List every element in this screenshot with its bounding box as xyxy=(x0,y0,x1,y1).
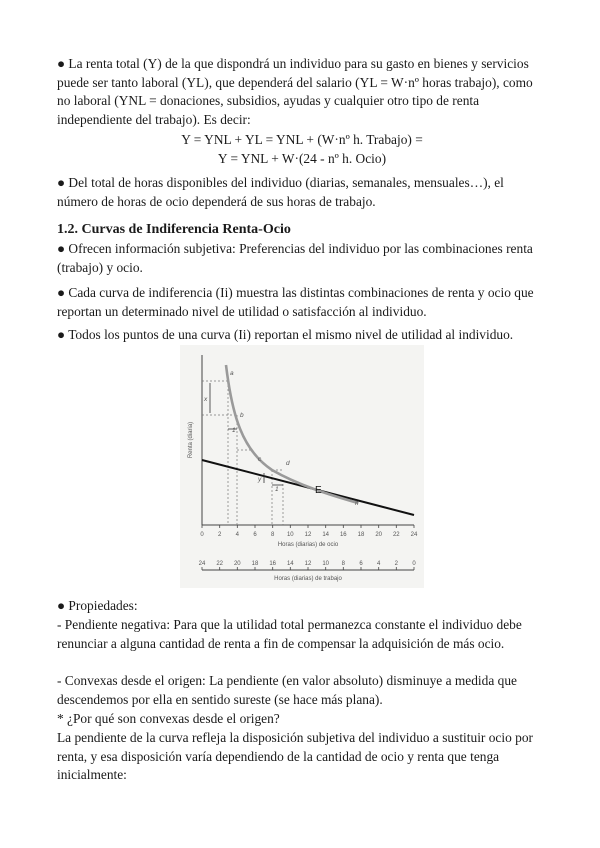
trabajo-tick-label: 6 xyxy=(359,561,363,567)
trabajo-tick-label: 16 xyxy=(269,561,277,567)
ocio-tick-label: 18 xyxy=(357,532,365,538)
x-axis-label-trabajo: Horas (diarias) de trabajo xyxy=(274,576,342,582)
trabajo-tick-label: 2 xyxy=(394,561,398,567)
point-label-a: a xyxy=(230,370,234,377)
y-axis-label: Renta (diaria) xyxy=(188,421,194,459)
paragraph-horas-disponibles: ● Del total de horas disponibles del individuo (diarias, semanales, mensuales…), el número de horas de ocio dependerá de sus horas de trabajo. xyxy=(57,175,504,209)
delta-label-one-top: 1 xyxy=(232,427,236,434)
delta-label-y: y xyxy=(258,476,262,483)
paragraph-pendiente-curva: La pendiente de la curva refleja la disposición subjetiva del individuo a sustituir ocio por renta, y esa disposición varía dependiendo de la cantidad de ocio y renta que tenga inicialmente: xyxy=(57,730,533,783)
ocio-tick-label: 8 xyxy=(271,532,275,538)
trabajo-tick-label: 20 xyxy=(233,561,241,567)
equation-line-2: Y = YNL + W·(24 - nº h. Ocio) xyxy=(217,151,387,166)
trabajo-tick-label: 8 xyxy=(341,561,345,567)
indifference-curve-chart xyxy=(180,345,424,588)
trabajo-tick-labels xyxy=(199,561,417,567)
point-label-d: d xyxy=(286,460,290,467)
ocio-tick-label: 6 xyxy=(253,532,257,538)
ocio-tick-label: 20 xyxy=(375,532,383,538)
guide-lines xyxy=(202,381,283,525)
paragraph-renta-total: ● La renta total (Y) de la que dispondrá un individuo para su gasto en bienes y servicios puede ser tanto laboral (YL), que dependerá del salario (YL = W·nº horas trabajo), como no laboral (YNL = donaciones, subsidios, ayudas y cualquier otro tipo de renta independiente del trabajo). Es decir: xyxy=(57,56,533,127)
point-label-h: h xyxy=(355,500,359,507)
ocio-tick-label: 0 xyxy=(200,532,204,538)
ocio-tick-label: 2 xyxy=(218,532,222,538)
trabajo-tick-label: 0 xyxy=(412,561,416,567)
indifference-curve xyxy=(226,365,358,503)
trabajo-tick-label: 12 xyxy=(304,561,312,567)
ocio-tick-label: 10 xyxy=(286,532,294,538)
trabajo-tick-label: 10 xyxy=(322,561,330,567)
delta-label-one-mid: 1 xyxy=(275,486,279,493)
paragraph-pregunta: * ¿Por qué son convexas desde el origen? xyxy=(57,711,280,726)
trabajo-tick-label: 22 xyxy=(216,561,224,567)
ocio-tick-label: 12 xyxy=(304,532,312,538)
point-labels xyxy=(203,370,359,507)
ocio-tick-label: 24 xyxy=(410,532,418,538)
paragraph-info-subjetiva: ● Ofrecen información subjetiva: Preferencias del individuo por las combinaciones renta (trabajo) y ocio. xyxy=(57,241,533,275)
paragraph-convexas: - Convexas desde el origen: La pendiente (en valor absoluto) disminuye a medida que descendemos por ella en sentido sureste (se hace más plana). xyxy=(57,673,517,707)
paragraph-curva-indiferencia: ● Cada curva de indiferencia (Ii) muestra las distintas combinaciones de renta y ocio que reportan un determinado nivel de utilidad o satisfacción al individuo. xyxy=(57,285,534,319)
ocio-tick-label: 4 xyxy=(235,532,239,538)
trabajo-tick-label: 4 xyxy=(377,561,381,567)
x-axis-label-ocio: Horas (diarias) de ocio xyxy=(277,542,339,548)
ocio-tick-label: 14 xyxy=(322,532,330,538)
trabajo-tick-label: 24 xyxy=(198,561,206,567)
paragraph-mismo-nivel: ● Todos los puntos de una curva (Ii) reportan el mismo nivel de utilidad al individuo. xyxy=(57,327,514,342)
indifference-curve-figure xyxy=(180,345,424,588)
ocio-tick-labels xyxy=(200,532,418,538)
trabajo-tick-label: 18 xyxy=(251,561,259,567)
section-heading: 1.2. Curvas de Indiferencia Renta-Ocio xyxy=(57,222,291,237)
delta-label-x: x xyxy=(204,396,208,403)
ocio-tick-label: 22 xyxy=(392,532,400,538)
paragraph-pendiente-negativa: - Pendiente negativa: Para que la utilidad total permanezca constante el individuo debe renunciar a alguna cantidad de renta a fin de compensar la adquisición de más ocio. xyxy=(57,617,522,651)
point-label-b: b xyxy=(240,412,244,419)
equation-line-1: Y = YNL + YL = YNL + (W·nº h. Trabajo) = xyxy=(181,132,423,147)
paragraph-propiedades: ● Propiedades: xyxy=(57,598,138,613)
ocio-tick-label: 16 xyxy=(339,532,347,538)
point-label-c: c xyxy=(258,456,262,463)
point-label-e: E xyxy=(315,485,322,496)
trabajo-tick-label: 14 xyxy=(286,561,294,567)
